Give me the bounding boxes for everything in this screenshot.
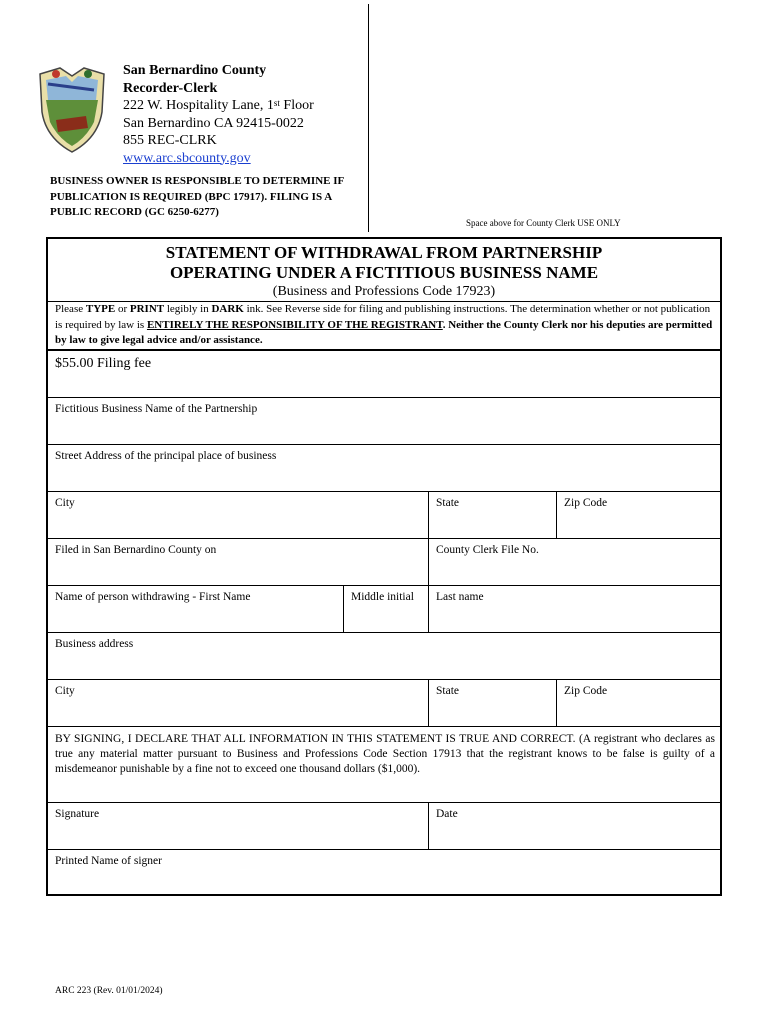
fbn-field[interactable]	[48, 398, 720, 445]
county-seal-logo	[36, 64, 108, 156]
printed-name-field[interactable]	[48, 850, 720, 894]
zip-field[interactable]	[556, 492, 720, 538]
state-label: State	[436, 497, 459, 509]
zip-label: Zip Code	[564, 497, 608, 509]
form-title: STATEMENT OF WITHDRAWAL FROM PARTNERSHIP OPERATING UNDER A FICTITIOUS BUSINESS NAME	[165, 243, 603, 282]
city-label: City	[55, 685, 75, 697]
zip-label: Zip Code	[564, 685, 608, 697]
state-field[interactable]	[428, 492, 556, 538]
office-dept: Recorder-Clerk	[123, 80, 218, 96]
filed-in-label: Filed in San Bernardino County on	[55, 544, 217, 556]
state-field[interactable]	[428, 680, 556, 726]
business-address-field[interactable]	[48, 633, 720, 680]
declaration-text: BY SIGNING, I DECLARE THAT ALL INFORMATION IN THIS STATEMENT IS TRUE AND CORRECT. (A registrant who declares as true any material matter pursuant to Business and Professions Code Section 17913 that the registrant knows to be false is guilty of a misdemeanor punishable by a fine not to exceed one thousand dollars ($1,000).	[55, 733, 715, 775]
city-state-zip-row-2	[48, 680, 720, 727]
fbn-label: Fictitious Business Name of the Partnership	[55, 403, 258, 415]
filing-fee-row	[48, 351, 720, 398]
middle-initial-field[interactable]	[343, 586, 428, 632]
form-subtitle: (Business and Professions Code 17923)	[272, 284, 496, 299]
clerk-space-divider	[368, 4, 369, 232]
withdrawal-form	[46, 237, 722, 896]
office-name: San Bernardino County	[123, 63, 267, 78]
owner-notice: BUSINESS OWNER IS RESPONSIBLE TO DETERMINE IF PUBLICATION IS REQUIRED (BPC 17917). FILING IS A PUBLIC RECORD (GC 6250-6277)	[50, 175, 344, 218]
signature-row	[48, 803, 720, 850]
last-name-field[interactable]	[428, 586, 720, 632]
office-website-link[interactable]: www.arc.sbcounty.gov	[123, 150, 251, 166]
street-address-label: Street Address of the principal place of business	[55, 450, 277, 462]
signature-label: Signature	[55, 808, 100, 820]
form-revision-footer: ARC 223 (Rev. 01/01/2024)	[55, 986, 163, 996]
office-phone: 855 REC-CLRK	[123, 133, 217, 148]
clerk-space-note: Space above for County Clerk USE ONLY	[466, 218, 621, 228]
zip-field[interactable]	[556, 680, 720, 726]
form-instructions: Please TYPE or PRINT legibly in DARK ink. See Reverse side for filing and publishing instructions. The determination whether or not publication is required by law is ENTIRELY THE RESPONSIBILITY OF THE REGISTRANT. Neither the County Clerk nor his deputies are permitted by law to give legal advice and/or assistance.	[55, 303, 713, 346]
printed-name-label: Printed Name of signer	[55, 855, 162, 867]
office-city-line: San Bernardino CA 92415-0022	[123, 115, 304, 131]
file-no-field[interactable]	[428, 539, 720, 585]
last-name-label: Last name	[436, 591, 484, 603]
declaration-row	[48, 727, 720, 803]
office-header	[123, 62, 314, 167]
city-state-zip-row	[48, 492, 720, 539]
business-address-label: Business address	[55, 638, 134, 650]
street-address-field[interactable]	[48, 445, 720, 492]
date-label: Date	[436, 808, 458, 820]
file-no-label: County Clerk File No.	[436, 544, 539, 556]
middle-initial-label: Middle initial	[351, 591, 414, 603]
filing-fee: $55.00 Filing fee	[55, 356, 152, 371]
city-label: City	[55, 497, 75, 509]
office-address: 222 W. Hospitality Lane, 1st Floor	[123, 98, 314, 113]
first-name-label: Name of person withdrawing - First Name	[55, 591, 251, 603]
name-row	[48, 586, 720, 633]
date-field[interactable]	[428, 803, 720, 849]
filed-row	[48, 539, 720, 586]
state-label: State	[436, 685, 459, 697]
